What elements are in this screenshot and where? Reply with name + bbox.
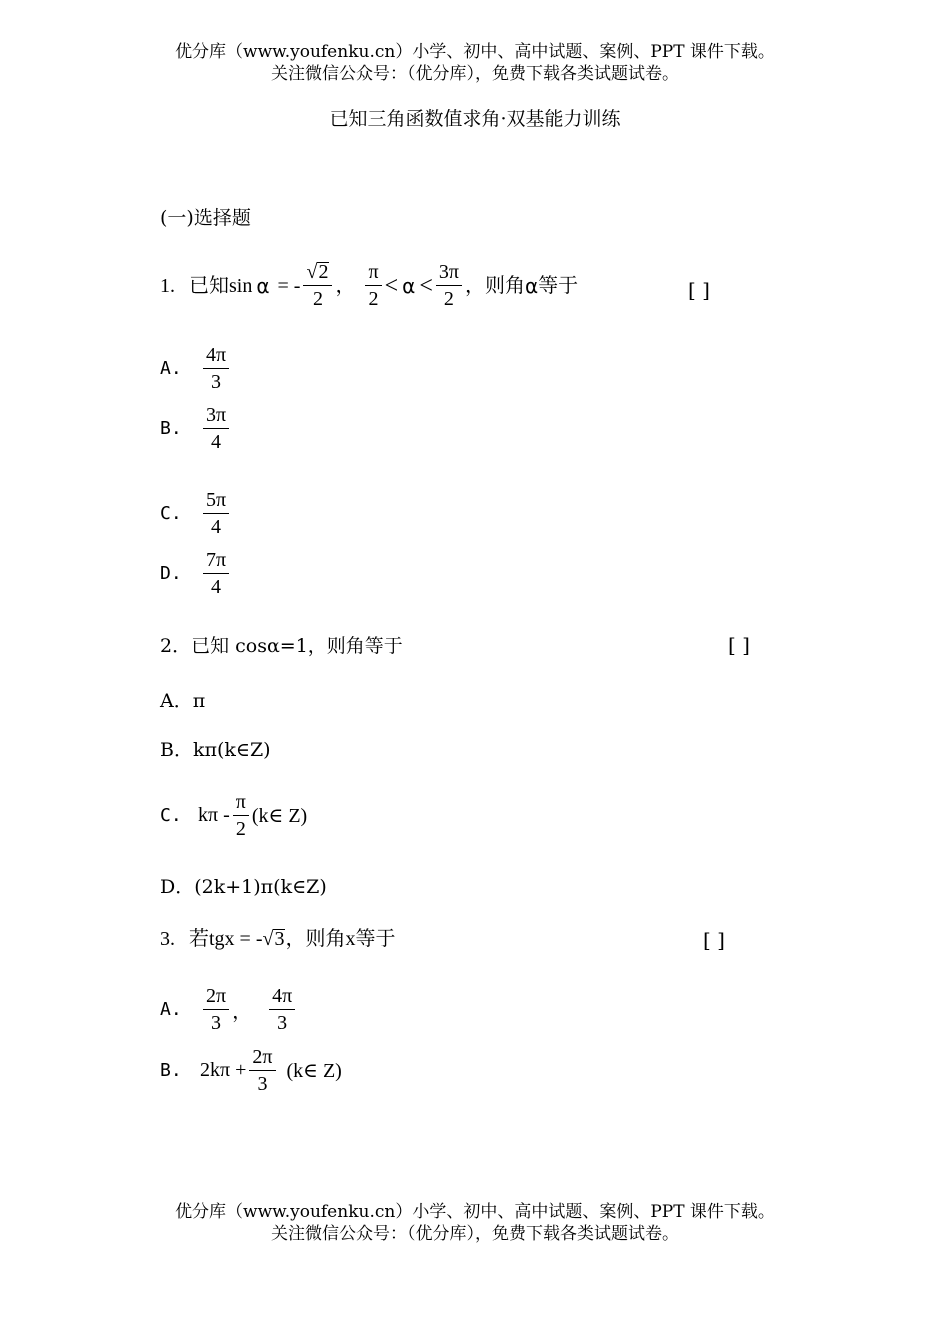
q1-less-than-1: < — [384, 272, 399, 299]
q1-option-b — [160, 405, 232, 452]
q1-option-c — [160, 490, 232, 537]
q1-fraction-pi-over-2 — [365, 262, 381, 309]
header-line-2: 关注微信公众号：（优分库），免费下载各类试题试卷。 — [271, 64, 679, 84]
q3-tgx: tgx = - — [209, 928, 263, 950]
q1-option-a — [160, 345, 232, 392]
q1-den-2: 2 — [368, 288, 379, 310]
q1-fraction-3pi-over-2 — [436, 262, 462, 309]
q1-number: 1. — [160, 274, 175, 297]
q2-option-c-k: kπ - — [198, 804, 230, 826]
q1-3pi: 3π — [436, 262, 462, 286]
q2-option-c — [160, 792, 307, 839]
q2-option-c-fraction — [233, 792, 249, 839]
q1-option-b-num: 3π — [203, 405, 229, 429]
q3-option-b-den: 3 — [257, 1073, 268, 1095]
q1-sin: sin — [229, 274, 253, 297]
q1-equals: = - — [277, 274, 301, 297]
q1-option-d-den: 4 — [211, 576, 222, 598]
q1-option-c-num: 5π — [203, 490, 229, 514]
q1-option-a-label: A. — [160, 358, 182, 379]
q1-option-d-fraction — [203, 550, 229, 597]
q1-den: 2 — [312, 288, 323, 310]
q3-option-a-num-2: 4π — [269, 986, 295, 1010]
q1-option-b-den: 4 — [211, 431, 222, 453]
q3-tail: ，则角 — [285, 928, 346, 950]
q1-alpha-2: α — [402, 273, 416, 298]
q1-sqrt-arg: 2 — [318, 261, 329, 283]
q3-option-a-den-2: 3 — [277, 1012, 288, 1034]
q1-den-3: 2 — [443, 288, 454, 310]
q1-then: ，则角 — [464, 274, 525, 297]
q1-pi: π — [365, 262, 381, 286]
q3-option-a-num-1: 2π — [203, 986, 229, 1010]
q3-option-b-tail: (k∈ Z) — [286, 1060, 342, 1082]
q3-sqrt: √ 3 — [262, 928, 285, 950]
footer-line-2: 关注微信公众号：（优分库），免费下载各类试题试卷。 — [271, 1224, 679, 1244]
q3-x: x — [345, 928, 356, 950]
q3-option-a-den-1: 3 — [211, 1012, 222, 1034]
q2-option-c-label: C. — [160, 805, 182, 826]
q1-option-a-num: 4π — [203, 345, 229, 369]
q2-option-c-num: π — [233, 792, 249, 816]
q3-prefix: 若 — [189, 928, 209, 950]
q1-option-c-label: C. — [160, 503, 182, 524]
q3-option-b — [160, 1047, 342, 1094]
q3-option-a-label: A. — [160, 999, 182, 1020]
q1-option-b-label: B. — [160, 418, 182, 439]
question-2-stem: 2．已知 cosα=1，则角等于 — [160, 635, 403, 657]
section-heading: (一)选择题 — [160, 207, 251, 229]
q3-equals-text: 等于 — [355, 928, 396, 950]
q2-option-c-tail: (k∈ Z) — [251, 805, 308, 827]
q2-option-a: A．π — [160, 690, 206, 712]
q1-option-d-label: D. — [160, 563, 182, 584]
footer-line-1: 优分库（www.youfenku.cn）小学、初中、高中试题、案例、PPT 课件下载。 — [175, 1202, 775, 1222]
q1-answer-bracket: [ ] — [688, 278, 710, 302]
q2-option-d: D．(2k+1)π(k∈Z) — [160, 876, 327, 898]
q1-fraction-sqrt2-over-2: √ 2 2 — [303, 262, 332, 309]
q1-option-d — [160, 550, 232, 597]
q1-less-than-2: < — [419, 272, 433, 299]
q3-number: 3. — [160, 928, 175, 950]
q1-option-d-num: 7π — [203, 550, 229, 574]
q3-option-a-separator: ， — [232, 1001, 253, 1023]
q3-answer-bracket: [ ] — [703, 928, 725, 952]
q3-option-b-num: 2π — [249, 1047, 275, 1071]
question-1-stem — [160, 262, 578, 309]
q3-option-a-fraction-2 — [269, 986, 295, 1033]
q3-option-b-prefix: 2kπ + — [200, 1059, 247, 1081]
q1-option-a-den: 3 — [211, 371, 222, 393]
page-title: 已知三角函数值求角·双基能力训练 — [329, 108, 621, 130]
q3-option-a — [160, 986, 298, 1033]
q3-option-b-label: B. — [160, 1060, 182, 1081]
q1-comma: ， — [335, 274, 356, 297]
q3-option-b-fraction — [249, 1047, 275, 1094]
question-3-stem — [160, 926, 395, 952]
q2-option-c-den: 2 — [235, 818, 246, 840]
q1-option-a-fraction — [203, 345, 229, 392]
q3-option-a-fraction-1 — [203, 986, 229, 1033]
q1-equals-text: 等于 — [538, 274, 579, 297]
q1-option-b-fraction — [203, 405, 229, 452]
q1-alpha-3: α — [524, 273, 539, 298]
q3-sqrt-arg: 3 — [274, 928, 285, 950]
q1-option-c-fraction — [203, 490, 229, 537]
q2-answer-bracket: [ ] — [728, 633, 750, 657]
q2-option-b: B．kπ(k∈Z) — [160, 739, 271, 761]
q1-option-c-den: 4 — [211, 516, 222, 538]
q1-prefix: 已知 — [189, 274, 229, 297]
q1-alpha: α — [256, 273, 270, 298]
header-line-1: 优分库（www.youfenku.cn）小学、初中、高中试题、案例、PPT 课件下载。 — [175, 42, 775, 62]
